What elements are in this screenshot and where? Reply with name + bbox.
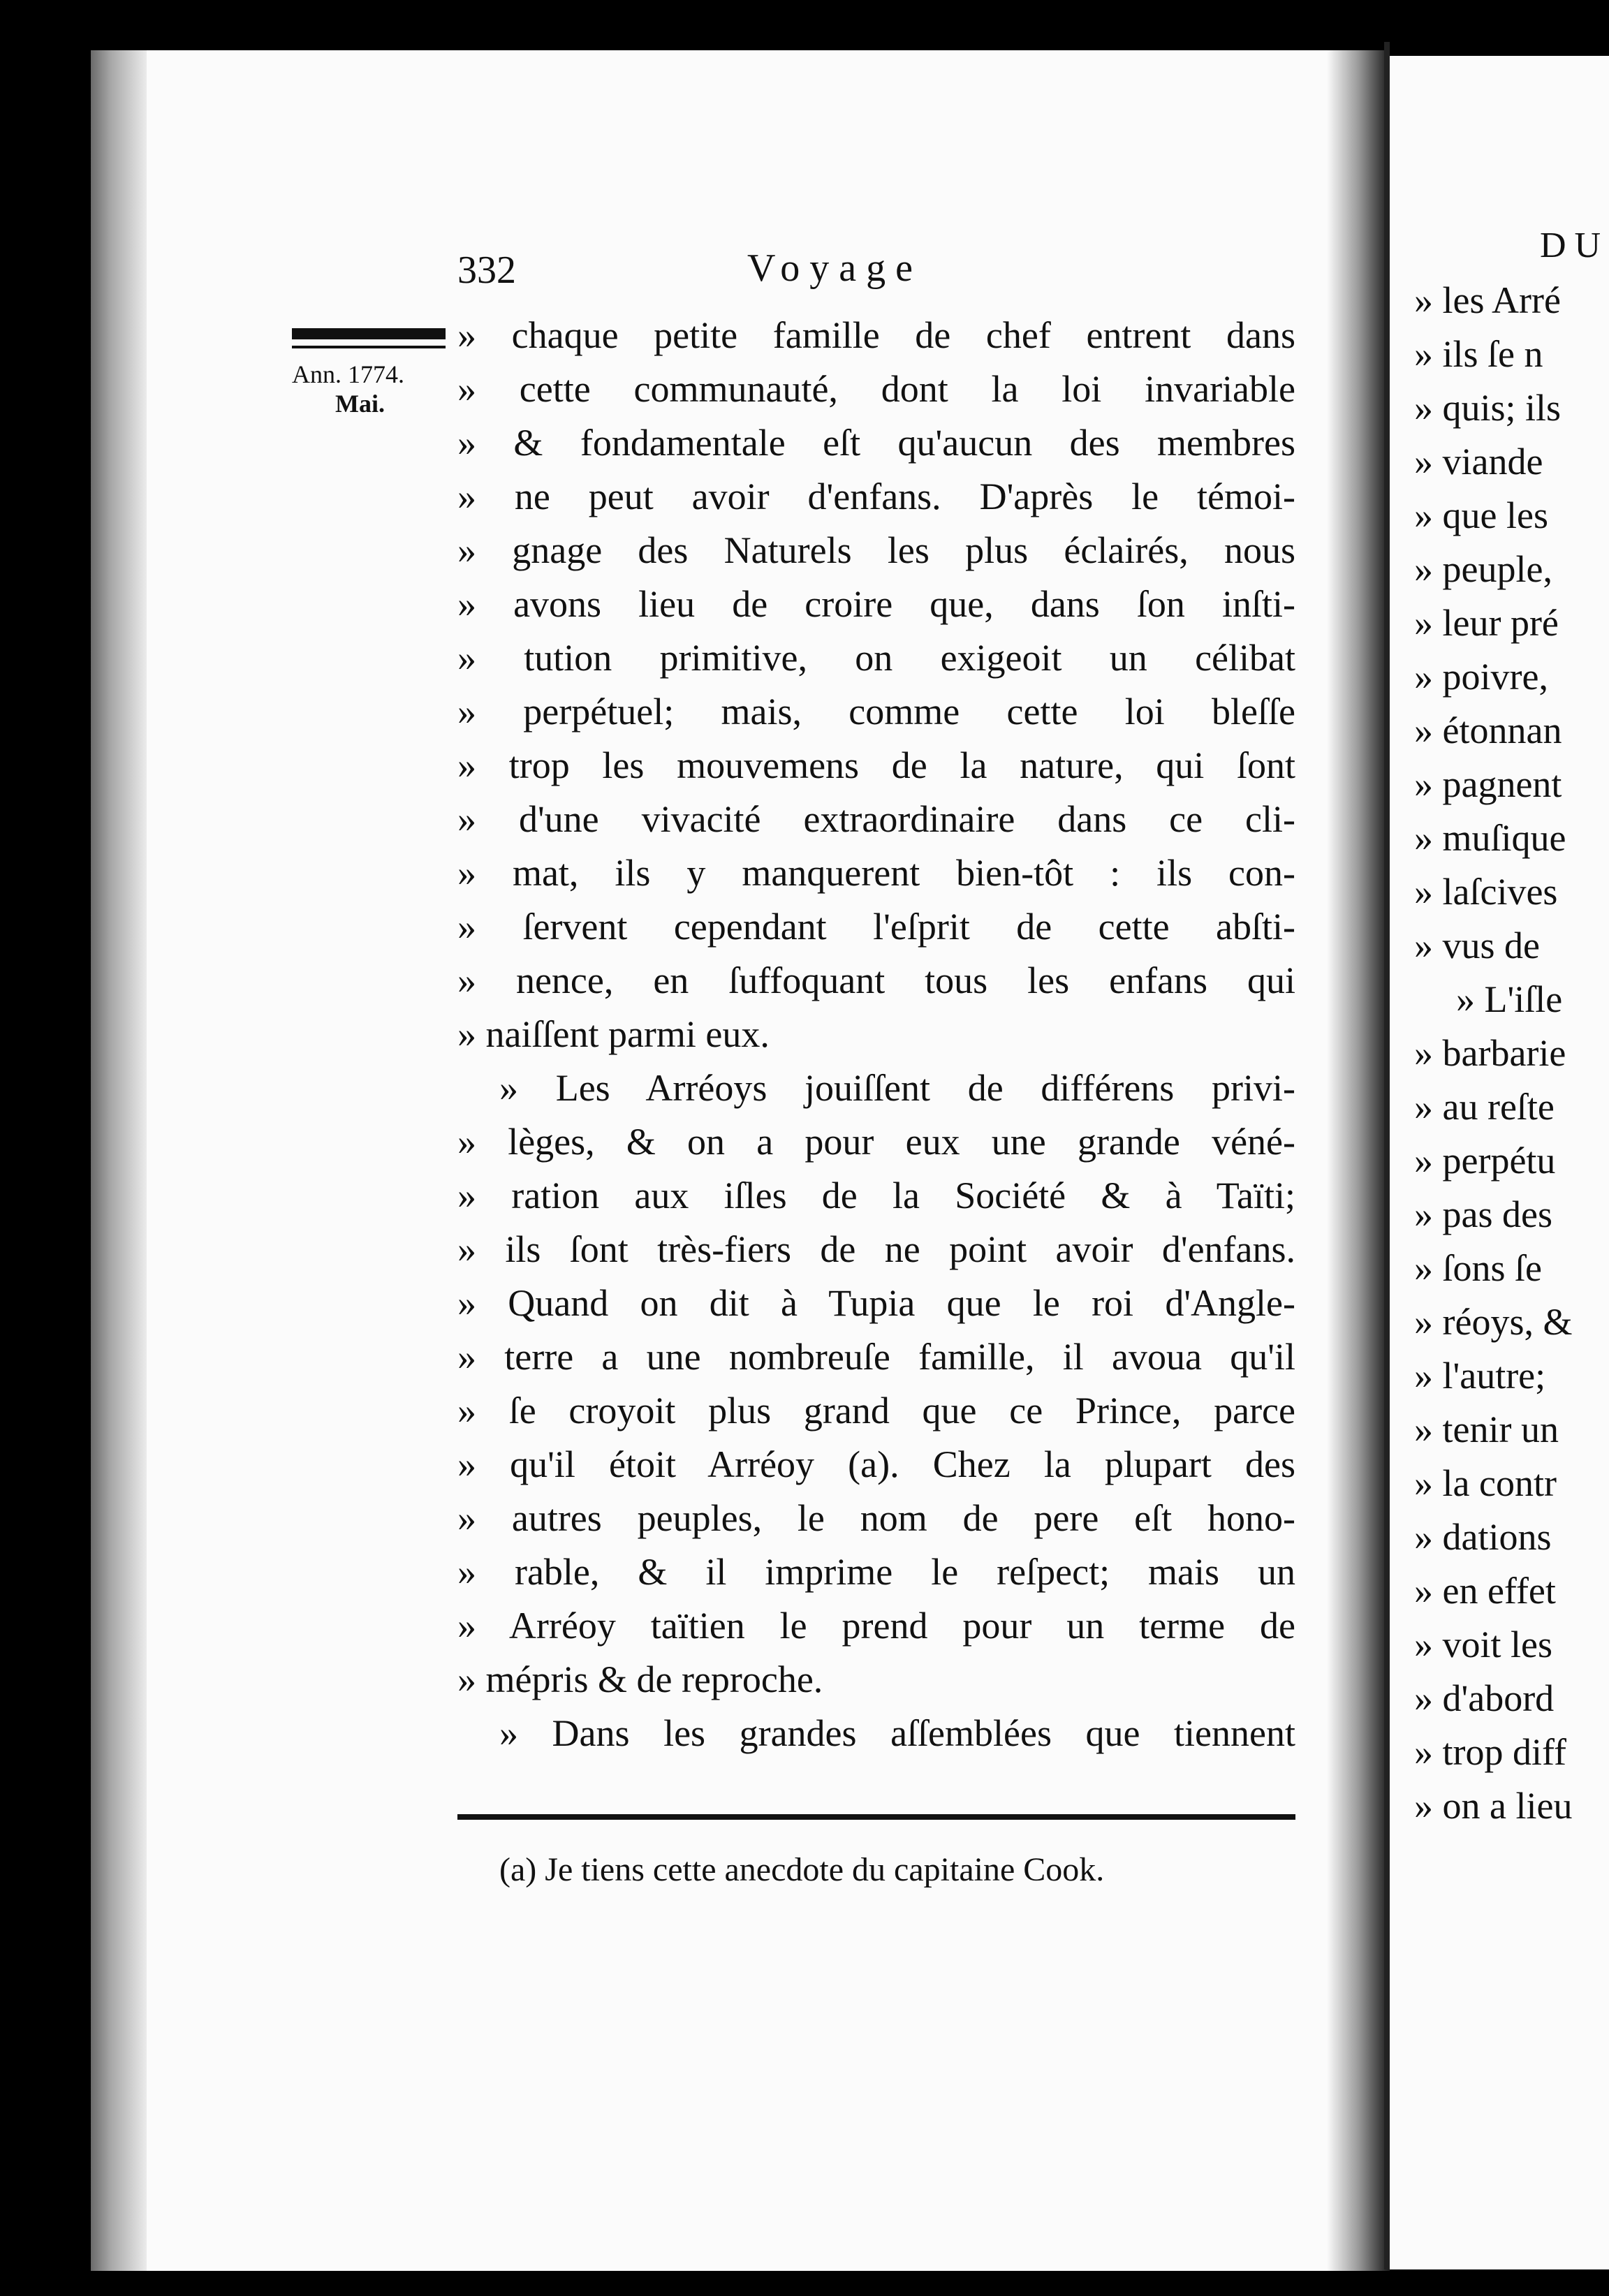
text-line: » trop diff <box>1414 1731 1566 1773</box>
text-line: » Arréoy taïtien le prend pour un terme de <box>457 1605 1295 1647</box>
text-line: » ils ſont très-fiers de ne point avoir d'enfans. <box>457 1228 1295 1270</box>
text-line: » trop les mouvemens de la nature, qui ſont <box>457 744 1295 786</box>
text-line: » la contr <box>1414 1462 1557 1504</box>
text-line: » poivre, <box>1414 656 1548 698</box>
text-line: » réoys, & <box>1414 1301 1573 1343</box>
text-line: » tution primitive, on exigeoit un célibat <box>457 637 1295 679</box>
text-line: » Quand on dit à Tupia que le roi d'Angle- <box>457 1282 1295 1324</box>
margin-rule <box>292 328 446 339</box>
footnote: (a) Je tiens cette anecdote du capitaine Cook. <box>499 1851 1105 1888</box>
text-line: » perpétuel; mais, comme cette loi bleſſe <box>457 691 1295 733</box>
text-line: » les Arré <box>1414 279 1561 321</box>
left-page-edge-shadow <box>91 50 147 2271</box>
text-line: » étonnan <box>1414 709 1562 751</box>
text-line: » voit les <box>1414 1624 1552 1665</box>
text-line: » ſe croyoit plus grand que ce Prince, parce <box>457 1390 1295 1432</box>
left-body-text <box>457 309 1295 1760</box>
text-line: » ſervent cependant l'eſprit de cette abſti- <box>457 906 1295 948</box>
text-line: » leur pré <box>1414 602 1559 644</box>
text-line: » ration aux iſles de la Société & à Taïti; <box>457 1175 1295 1216</box>
text-line: » perpétu <box>1414 1140 1556 1182</box>
text-line: » Les Arréoys jouiſſent de différens privi- <box>499 1067 1295 1109</box>
running-head: Voyage <box>747 246 923 290</box>
text-line: » au reſte <box>1414 1086 1555 1128</box>
right-running-head: DU <box>1540 226 1609 265</box>
text-line: » barbarie <box>1414 1032 1566 1074</box>
text-line: » peuple, <box>1414 548 1552 590</box>
text-line: » pagnent <box>1414 763 1562 805</box>
text-line: » cette communauté, dont la loi invariable <box>457 368 1295 410</box>
text-line: » nence, en ſuffoquant tous les enfans qui <box>457 959 1295 1001</box>
text-line: » qu'il étoit Arréoy (a). Chez la plupart des <box>457 1443 1295 1485</box>
footnote-rule <box>457 1814 1295 1820</box>
text-line: » rable, & il imprime le reſpect; mais un <box>457 1551 1295 1593</box>
text-line: » ſons ſe <box>1414 1247 1542 1289</box>
text-line: » Dans les grandes aſſemblées que tiennent <box>499 1712 1295 1754</box>
text-line: » chaque petite famille de chef entrent dans <box>457 314 1295 356</box>
text-line: » & fondamentale eſt qu'aucun des membres <box>457 422 1295 464</box>
text-line: » viande <box>1414 441 1543 483</box>
text-line: » ils ſe n <box>1414 333 1543 375</box>
margin-note-year: Ann. 1774. <box>292 360 404 388</box>
text-line: » terre a une nombreuſe famille, il avoua qu'il <box>457 1336 1295 1378</box>
text-line: » laſcives <box>1414 871 1558 913</box>
margin-rule-thin <box>292 346 446 348</box>
page-divider <box>1384 42 1390 2269</box>
text-line: » gnage des Naturels les plus éclairés, nous <box>457 529 1295 571</box>
text-line: » l'autre; <box>1414 1355 1546 1397</box>
text-line: » quis; ils <box>1414 387 1562 429</box>
text-line: » d'une vivacité extraordinaire dans ce cli- <box>457 798 1295 840</box>
book-gutter <box>1327 50 1390 2271</box>
text-line: » mépris & de reproche. <box>457 1658 823 1700</box>
margin-note <box>292 360 453 418</box>
text-line: » que les <box>1414 494 1548 536</box>
text-line: » en effet <box>1414 1570 1556 1612</box>
right-body-text <box>1414 274 1609 1833</box>
text-line: » L'iſle <box>1456 978 1563 1020</box>
text-line: » tenir un <box>1414 1408 1559 1450</box>
text-line: » naiſſent parmi eux. <box>457 1013 770 1055</box>
text-line: » autres peuples, le nom de pere eſt hono- <box>457 1497 1295 1539</box>
text-line: » pas des <box>1414 1193 1552 1235</box>
text-line: » vus de <box>1414 925 1540 966</box>
margin-note-month: Mai. <box>335 390 385 418</box>
text-line: » avons lieu de croire que, dans ſon inſti- <box>457 583 1295 625</box>
text-line: » dations <box>1414 1516 1552 1558</box>
text-line: » muſique <box>1414 817 1566 859</box>
page-number: 332 <box>457 249 516 292</box>
text-line: » mat, ils y manquerent bien-tôt : ils con- <box>457 852 1295 894</box>
text-line: » lèges, & on a pour eux une grande véné- <box>457 1121 1295 1163</box>
text-line: » ne peut avoir d'enfans. D'après le témoi- <box>457 476 1295 517</box>
text-line: » d'abord <box>1414 1677 1555 1719</box>
text-line: » on a lieu <box>1414 1785 1573 1827</box>
